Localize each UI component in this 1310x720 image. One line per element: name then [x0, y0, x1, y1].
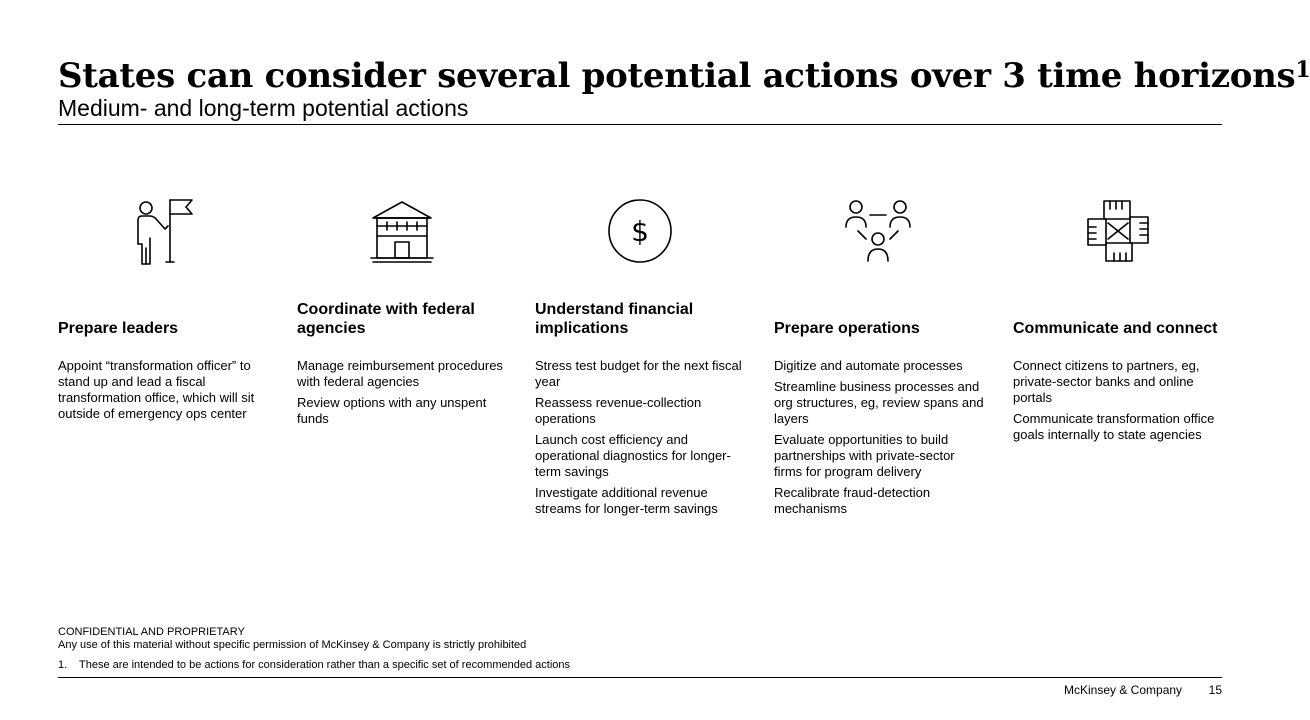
action-item: Review options with any unspent funds [297, 395, 487, 426]
action-item: Reassess revenue-collection operations [535, 395, 702, 426]
slide-title [58, 52, 1310, 100]
slide-subtitle: Medium- and long-term potential actions [58, 95, 469, 121]
government-building-icon [369, 198, 435, 264]
dollar-symbol: $ [631, 215, 649, 248]
action-item: Manage reimbursement procedures with federal agencies [297, 358, 503, 389]
column-financial-implications [535, 195, 745, 522]
footnote-number: 1. [58, 659, 68, 671]
column-prepare-operations [774, 195, 984, 522]
column-prepare-leaders [58, 195, 268, 427]
column-heading: Communicate and connect [1013, 320, 1218, 337]
title-footnote-marker: 1 [1295, 57, 1310, 83]
action-item: Evaluate opportunities to build partnerships with private-sector firms for program delivery [774, 432, 955, 479]
brand-name: McKinsey & Company [1064, 683, 1183, 697]
footer-divider [58, 677, 1222, 678]
column-heading: Understand financial implications [535, 301, 694, 337]
action-item: Stress test budget for the next fiscal year [535, 358, 742, 389]
action-item: Digitize and automate processes [774, 358, 963, 373]
dollar-coin-icon [606, 197, 674, 265]
team-network-icon [844, 197, 914, 265]
action-item: Communicate transformation office goals internally to state agencies [1013, 411, 1215, 442]
action-item: Recalibrate fraud-detection mechanisms [774, 485, 931, 516]
action-item: Connect citizens to partners, eg, private-sector banks and online portals [1013, 358, 1200, 405]
column-heading: Prepare operations [774, 320, 920, 337]
leader-with-flag-icon [130, 196, 196, 266]
action-item: Appoint “transformation officer” to stand up and lead a fiscal transformation office, which will sit outside of emergency ops center [58, 358, 255, 421]
footnote-text: These are intended to be actions for consideration rather than a specific set of recommended actions [79, 659, 571, 671]
column-communicate-connect [1013, 195, 1223, 448]
title-divider [58, 124, 1222, 125]
footnote [58, 659, 570, 672]
confidential-label: CONFIDENTIAL AND PROPRIETARY [58, 626, 245, 638]
usage-disclaimer: Any use of this material without specific permission of McKinsey & Company is strictly prohibited [58, 639, 527, 651]
column-heading: Prepare leaders [58, 320, 179, 337]
action-item: Investigate additional revenue streams for longer-term savings [535, 485, 718, 516]
slide-title-text: States can consider several potential actions over 3 time horizons [58, 56, 1296, 96]
interlocking-hands-icon [1084, 197, 1152, 265]
column-heading: Coordinate with federal agencies [297, 301, 475, 337]
action-item: Launch cost efficiency and operational diagnostics for longer-term savings [535, 432, 731, 479]
page-number: 15 [1208, 683, 1222, 697]
column-coordinate-federal [297, 195, 507, 432]
action-item: Streamline business processes and org structures, eg, review spans and layers [774, 379, 984, 426]
